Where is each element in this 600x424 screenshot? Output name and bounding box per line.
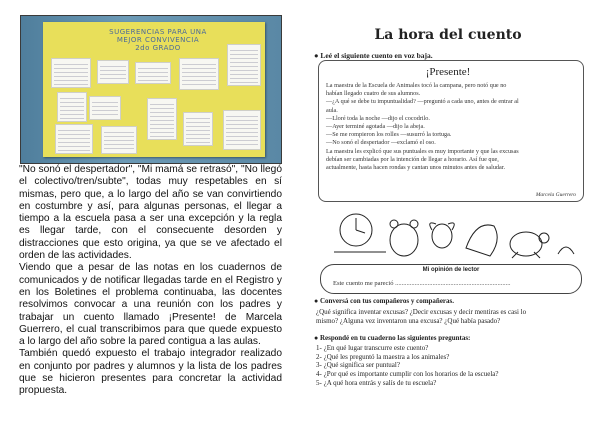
crocodile-figure bbox=[466, 225, 497, 256]
pinned-note bbox=[183, 112, 213, 146]
bear-figure bbox=[390, 224, 418, 256]
paragraph: "No sonó el despertador", "Mi mamá se retrasó", "No llegó el colectivo/tren/subte", todas muy respetables en sí mismas, pero que, a lo largo del año se van convirtiendo en costumbre y así, para algunas personas, el llegar a tiempo a la escuela pasa a ser una excepción y la regla es llegar tarde, con el consecuente desorden y distracciones que esto origina, ya que se ve afectado el orden de las actividades. bbox=[19, 164, 282, 262]
poster-title: SUGERENCIAS PARA UNA MEJOR CONVIVENCIA 2do GRADO bbox=[109, 28, 207, 52]
pinned-note bbox=[179, 58, 219, 90]
worksheet-intro: ● Leé el siguiente cuento en voz baja. bbox=[314, 51, 433, 60]
pinned-note bbox=[57, 92, 87, 122]
pinned-note bbox=[89, 96, 121, 120]
opinion-line: Este cuento me pareció ....................................................................... bbox=[333, 280, 511, 287]
story-title: ¡Presente! bbox=[425, 66, 471, 78]
pinned-note bbox=[135, 62, 171, 84]
pinned-note bbox=[97, 60, 129, 84]
pinned-note bbox=[51, 58, 91, 88]
worksheet-title: La hora del cuento bbox=[374, 27, 522, 43]
pinned-note bbox=[101, 126, 137, 154]
article-text bbox=[19, 164, 282, 398]
answer-questions: 1- ¿En qué lugar transcurre este cuento? 2- ¿Qué les preguntó la maestra a los animales? 3- ¿Qué significa ser puntual? 4- ¿Por qué es importante cumplir con los horarios de la escuela? 5- ¿A qué hora entrás y salís de tu escuela? bbox=[316, 344, 499, 387]
reader-opinion-box bbox=[320, 264, 582, 294]
opinion-heading: Mi opinión de lector bbox=[422, 267, 480, 273]
story-author: Marcela Guerrero bbox=[535, 192, 576, 198]
pinned-note bbox=[55, 124, 93, 154]
story-text: La maestra de la Escuela de Animales tocó la campana, pero notó que no habían llegado cuatro de sus alumnos. —¿A qué se debe tu impuntualidad? —preguntó a cada uno, antes de entrar al aula. —Lloré toda la noche —dijo el cocodrilo. —Ayer terminé agotada —dijo la abeja. —Se me rompieron los rolles —susurró la tortuga. —No sonó el despertador —exclamó el oso. La maestra les explicó que sus puntuales es muy importante y que las excusas debían ser cambiadas por la intención de llegar a horario. Así fue que, actualmente, hasta hacen rondas y cantan unos minutos antes de saludar. bbox=[326, 82, 519, 172]
worksheet bbox=[312, 22, 584, 394]
paragraph: También quedó expuesto el trabajo integrador realizado en conjunto por padres y alumnos y la lista de los padres que se hicieron presentes para concretar la actividad propuesta. bbox=[19, 348, 282, 397]
section-conversation: ● Conversá con tus compañeros y compañeras. bbox=[314, 297, 455, 305]
bee-figure bbox=[432, 224, 452, 248]
section-answer: ● Respondé en tu cuaderno las siguientes preguntas: bbox=[314, 334, 471, 342]
pinned-note bbox=[223, 110, 261, 150]
pinned-note bbox=[147, 98, 177, 140]
yellow-poster bbox=[43, 22, 265, 157]
bulletin-board-photo bbox=[20, 15, 282, 164]
paragraph: Viendo que a pesar de las notas en los cuadernos de comunicados y de notificar llegadas tarde en el Registro y en los Boletines el problema continuaba, las docentes resolvimos convocar a una reunión con los padres y trabajar un cuento llamado ¡Presente! de Marcela Guerrero, el cual transcribimos para que quede expuesto a lo largo del año sobre la pared contigua a las aulas. bbox=[19, 262, 282, 348]
tortoise-figure bbox=[510, 232, 542, 256]
conversation-questions: ¿Qué significa inventar excusas? ¿Decir excusas y decir mentiras es casi lo mismo? ¿Alguna vez inventaron una excusa? ¿Qué había pasado? bbox=[316, 308, 527, 325]
pinned-note bbox=[227, 44, 261, 86]
story-illustration bbox=[326, 200, 578, 272]
